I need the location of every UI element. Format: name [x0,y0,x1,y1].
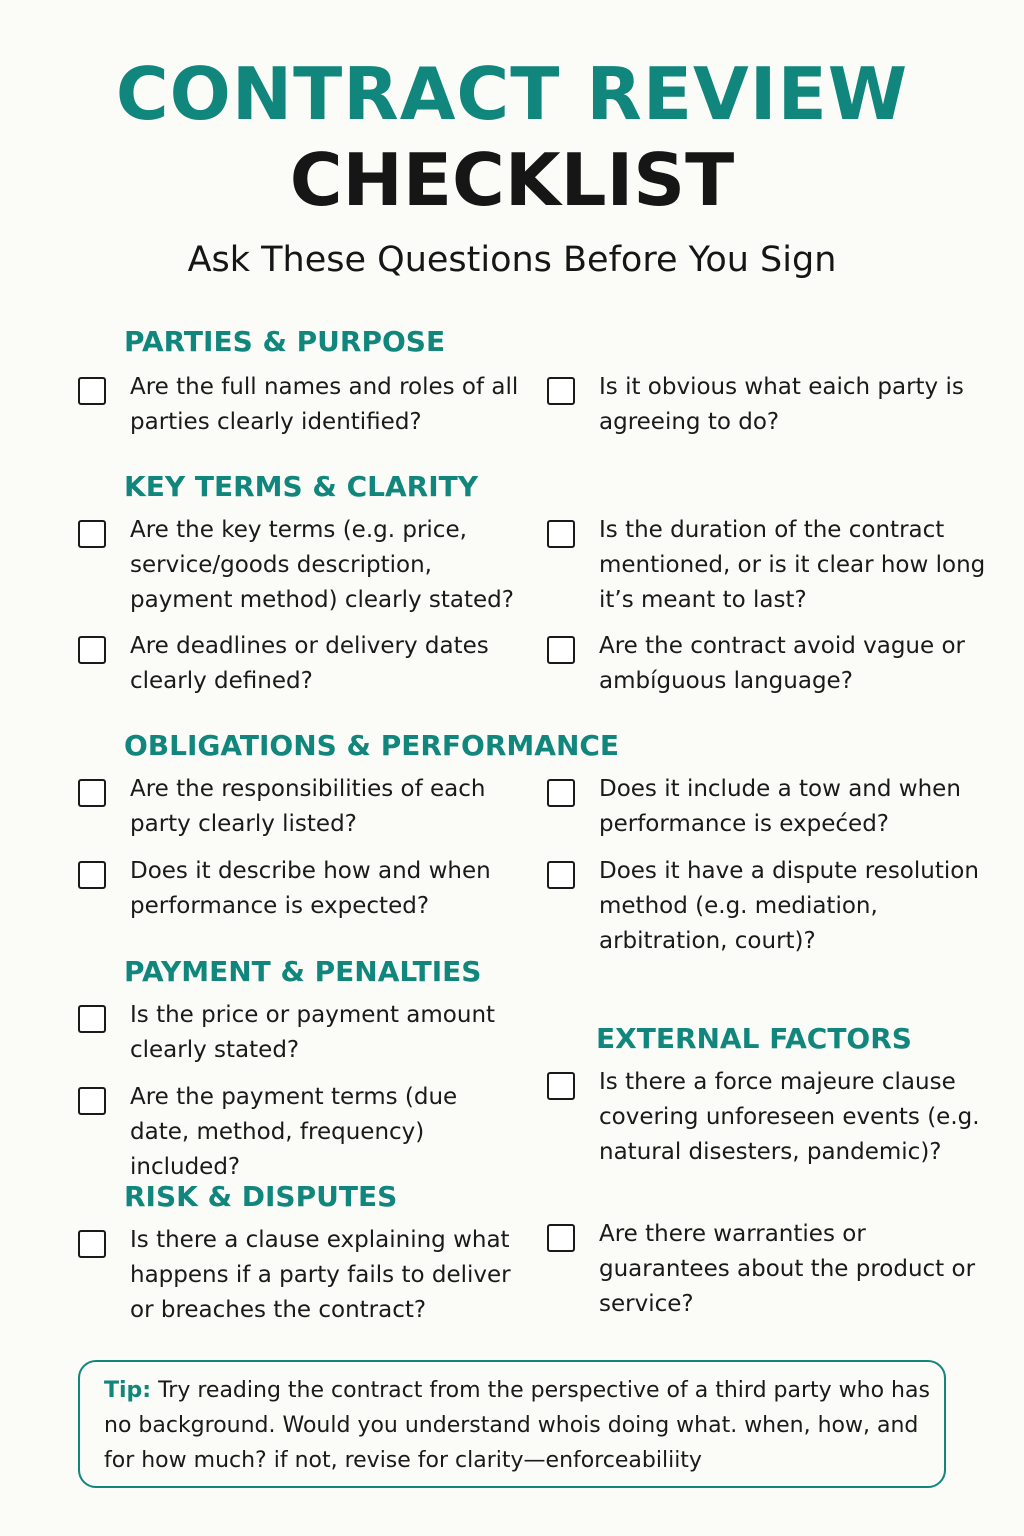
section-heading-payment: PAYMENT & PENALTIES [124,955,482,988]
title-line-1: CONTRACT REVIEW [115,52,909,136]
title-line-2: CHECKLIST [289,138,735,222]
checkbox[interactable] [547,1072,575,1100]
checkbox[interactable] [78,1005,106,1033]
checklist-item-text: Are the key terms (e.g. price, service/goods description, payment method) clearly stated? [130,517,514,613]
subtitle: Ask These Questions Before You Sign [187,240,837,280]
checkbox[interactable] [78,377,106,405]
section-heading-key-terms: KEY TERMS & CLARITY [124,470,478,503]
checkbox[interactable] [547,377,575,405]
checklist-item-text: Does it have a dispute resolution method (e.g. mediation, arbitration, court)? [599,858,979,954]
tip-text: Try reading the contract from the perspective of a third party who has no background. Would you understand whois doing what. when, how, and for how much? if not, revise for clarity—enforceabiliity [104,1378,930,1473]
section-heading-obligations: OBLIGATIONS & PERFORMANCE [124,729,620,762]
checkbox[interactable] [547,861,575,889]
checkbox[interactable] [547,520,575,548]
checklist-item-text: Does it describe how and when performance is expected? [130,858,491,919]
section-heading-external: EXTERNAL FACTORS [596,1022,912,1055]
checklist-item-text: Are the full names and roles of all parties clearly identified? [130,374,519,435]
checkbox[interactable] [547,779,575,807]
checkbox[interactable] [547,636,575,664]
checkbox[interactable] [547,1224,575,1252]
checkbox[interactable] [78,779,106,807]
checklist-item-text: Are there warranties or guarantees about the product or service? [599,1221,976,1317]
checklist-item-text: Is it obvious what eaich party is agreeing to do? [599,374,964,435]
tip-label: Tip: [104,1378,152,1403]
checklist-item-text: Is there a clause explaining what happens if a party fails to deliver or breaches the contract? [130,1227,511,1323]
section-heading-parties: PARTIES & PURPOSE [124,325,446,358]
checklist-item-text: Are deadlines or delivery dates clearly defined? [130,633,489,694]
checklist-item-text: Is the price or payment amount clearly stated? [130,1002,496,1063]
section-heading-risk: RISK & DISPUTES [124,1180,398,1213]
checklist-item-text: Are the responsibilities of each party clearly listed? [130,776,486,837]
checklist-item-text: Are the contract avoid vague or ambíguous language? [599,633,965,694]
checklist-item-text: Is the duration of the contract mentioned, or is it clear how long it’s meant to last? [599,517,986,613]
checkbox[interactable] [78,636,106,664]
checkbox[interactable] [78,1087,106,1115]
checkbox[interactable] [78,861,106,889]
checklist-item-text: Does it include a tow and when performance is expećed? [599,776,961,837]
checklist-item-text: Is there a force majeure clause covering unforeseen events (e.g. natural disesters, pandemic)? [599,1069,980,1165]
checkbox[interactable] [78,520,106,548]
checklist-item-text: Are the payment terms (due date, method, frequency) included? [130,1084,458,1180]
tip-box [78,1360,946,1488]
checkbox[interactable] [78,1230,106,1258]
